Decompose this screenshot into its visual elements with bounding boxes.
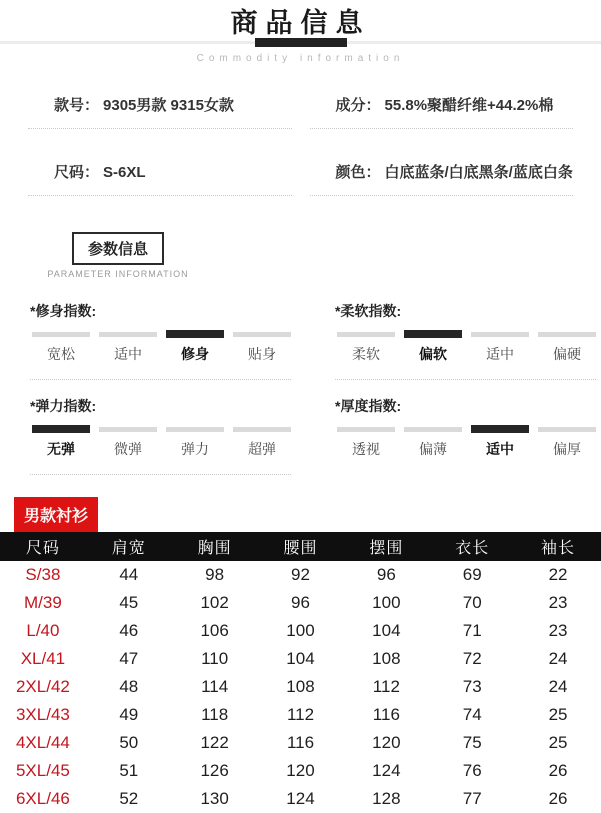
size-table-header-cell: 摆围: [369, 540, 404, 557]
measurement-cell: 130: [200, 789, 229, 808]
index-option-label: 修身: [181, 346, 209, 362]
size-table-row: [0, 561, 601, 589]
info-label: 款号：: [54, 97, 100, 114]
measurement-cell: 48: [119, 677, 139, 696]
index-group-softness: [335, 301, 596, 380]
measurement-cell: 96: [376, 565, 396, 584]
size-table-row: [0, 729, 601, 757]
size-table-row: [0, 645, 601, 673]
index-option-bar: [99, 332, 157, 337]
measurement-cell: 98: [205, 565, 225, 584]
size-table-row: [0, 589, 601, 617]
index-option: [166, 330, 224, 364]
measurement-cell: 77: [462, 789, 482, 808]
index-option-bar: [233, 427, 291, 432]
measurement-cell: 44: [119, 565, 139, 584]
size-cell: M/39: [24, 593, 62, 612]
index-option-label: 弹力: [181, 441, 209, 457]
index-option: [166, 425, 224, 459]
measurement-cell: 26: [548, 789, 568, 808]
measurement-cell: 116: [286, 733, 315, 752]
measurement-cell: 23: [548, 621, 568, 640]
measurement-cell: 25: [548, 733, 568, 752]
info-label: 成分：: [335, 97, 381, 114]
index-option-label: 偏软: [419, 346, 447, 362]
size-table-row: [0, 785, 601, 813]
size-cell: S/38: [25, 565, 61, 584]
header-subtitle: Commodity information: [196, 53, 405, 64]
index-option-bar: [166, 330, 224, 338]
info-row-item-number: [28, 80, 292, 129]
index-option-label: 偏薄: [419, 441, 447, 457]
index-option: [99, 330, 157, 364]
index-option: [471, 330, 529, 364]
index-groups: [0, 301, 601, 475]
index-option-label: 宽松: [47, 346, 75, 362]
measurement-cell: 124: [286, 789, 315, 808]
index-option-bar: [471, 425, 529, 433]
size-table-header-cell: 袖长: [541, 540, 576, 557]
index-group-title: *厚度指数:: [335, 398, 402, 414]
title-divider-accent: [255, 38, 347, 47]
measurement-cell: 120: [286, 761, 315, 780]
measurement-cell: 108: [372, 649, 401, 668]
measurement-cell: 100: [286, 621, 315, 640]
index-options: [30, 425, 291, 459]
measurement-cell: 110: [201, 649, 229, 668]
index-option-bar: [32, 425, 90, 433]
index-group-title: *弹力指数:: [30, 398, 97, 414]
measurement-cell: 70: [462, 593, 482, 612]
measurement-cell: 104: [286, 649, 315, 668]
info-value: 白底蓝条/白底黑条/蓝底白条: [384, 164, 573, 181]
parameter-info-button[interactable]: 参数信息: [72, 232, 164, 265]
info-row-composition: [310, 80, 574, 129]
measurement-cell: 104: [372, 621, 401, 640]
index-option-label: 适中: [486, 441, 514, 457]
measurement-cell: 126: [200, 761, 229, 780]
index-option-label: 无弹: [47, 441, 75, 457]
size-table-row: [0, 701, 601, 729]
index-option-bar: [404, 330, 462, 338]
index-option: [99, 425, 157, 459]
size-cell: 6XL/46: [15, 789, 70, 808]
measurement-cell: 116: [372, 705, 400, 724]
measurement-cell: 96: [291, 593, 310, 612]
index-option-bar: [32, 332, 90, 337]
measurement-cell: 75: [462, 733, 482, 752]
measurement-cell: 102: [200, 593, 229, 612]
index-option-bar: [99, 427, 157, 432]
measurement-cell: 22: [548, 565, 568, 584]
size-cell: XL/41: [20, 649, 66, 668]
mens-shirt-tag: 男款衬衫: [14, 497, 98, 532]
index-option: [337, 330, 395, 364]
index-options: [335, 330, 596, 364]
size-table-header-cell: 肩宽: [111, 540, 146, 557]
measurement-cell: 69: [462, 565, 482, 584]
measurement-cell: 106: [200, 621, 229, 640]
measurement-cell: 51: [119, 761, 139, 780]
info-row-color: [310, 129, 574, 196]
info-value: 55.8%聚醋纤维+44.2%棉: [384, 97, 554, 114]
measurement-cell: 24: [548, 677, 568, 696]
info-row-size-range: [28, 129, 292, 196]
measurement-cell: 120: [372, 733, 401, 752]
index-option: [404, 330, 462, 364]
index-option-label: 透视: [352, 441, 380, 457]
measurement-cell: 25: [548, 705, 568, 724]
mens-shirt-size-section: [0, 497, 601, 813]
measurement-cell: 100: [372, 593, 401, 612]
measurement-cell: 118: [201, 705, 229, 724]
index-group-title: *柔软指数:: [335, 303, 402, 319]
info-value: 9305男款 9315女款: [103, 97, 234, 114]
size-cell: 5XL/45: [15, 761, 70, 780]
index-option-bar: [538, 332, 596, 337]
index-group-elasticity: [30, 396, 291, 475]
measurement-cell: 74: [462, 705, 482, 724]
index-option-bar: [337, 332, 395, 337]
measurement-cell: 122: [200, 733, 229, 752]
size-cell: L/40: [26, 621, 60, 640]
index-option: [471, 425, 529, 459]
index-options: [335, 425, 596, 459]
index-option: [404, 425, 462, 459]
size-table-row: [0, 673, 601, 701]
measurement-cell: 23: [548, 593, 568, 612]
measurement-cell: 124: [372, 761, 401, 780]
measurement-cell: 112: [286, 705, 315, 724]
measurement-cell: 128: [372, 789, 401, 808]
index-option: [233, 425, 291, 459]
index-option-bar: [404, 427, 462, 432]
index-option-label: 微弹: [114, 441, 142, 457]
index-option-label: 适中: [114, 346, 142, 362]
measurement-cell: 26: [548, 761, 568, 780]
page-title: 商品信息: [230, 8, 371, 38]
measurement-cell: 24: [548, 649, 568, 668]
size-cell: 2XL/42: [15, 677, 70, 696]
measurement-cell: 114: [201, 677, 229, 696]
measurement-cell: 46: [119, 621, 139, 640]
index-option-label: 贴身: [248, 346, 276, 362]
index-options: [30, 330, 291, 364]
index-group-thickness: [335, 396, 596, 475]
index-option: [337, 425, 395, 459]
measurement-cell: 92: [291, 565, 310, 584]
index-option-label: 适中: [486, 346, 514, 362]
measurement-cell: 47: [119, 649, 139, 668]
parameter-section-head: [40, 232, 196, 279]
size-cell: 4XL/44: [15, 733, 70, 752]
index-group-title: *修身指数:: [30, 303, 97, 319]
index-option-label: 偏厚: [553, 441, 581, 457]
header: [0, 0, 601, 64]
index-option-label: 偏硬: [553, 346, 581, 362]
size-cell: 3XL/43: [15, 705, 70, 724]
index-option: [538, 425, 596, 459]
measurement-cell: 108: [286, 677, 315, 696]
size-table-row: [0, 617, 601, 645]
measurement-cell: 45: [119, 593, 139, 612]
index-option-bar: [538, 427, 596, 432]
index-group-slim-fit: [30, 301, 291, 380]
size-table-header-cell: 尺码: [25, 540, 60, 557]
measurement-cell: 72: [462, 649, 482, 668]
info-value: S-6XL: [103, 164, 146, 181]
size-table-header-cell: 衣长: [455, 540, 490, 557]
index-option-bar: [471, 332, 529, 337]
size-table-header: [0, 532, 601, 561]
index-option-bar: [166, 427, 224, 432]
index-option: [538, 330, 596, 364]
basic-info-section: [0, 80, 601, 196]
info-label: 颜色：: [335, 164, 381, 181]
index-option-label: 超弹: [248, 441, 276, 457]
measurement-cell: 76: [462, 761, 482, 780]
measurement-cell: 52: [119, 789, 139, 808]
measurement-cell: 112: [372, 677, 400, 696]
info-label: 尺码：: [54, 164, 100, 181]
size-table-header-cell: 腰围: [283, 540, 318, 557]
size-table-row: [0, 757, 601, 785]
index-option-label: 柔软: [352, 346, 380, 362]
measurement-cell: 71: [462, 621, 482, 640]
measurement-cell: 49: [119, 705, 139, 724]
title-divider: [0, 41, 601, 44]
measurement-cell: 73: [462, 677, 482, 696]
index-option: [233, 330, 291, 364]
size-table-header-cell: 胸围: [197, 540, 232, 557]
index-option: [32, 330, 90, 364]
index-option: [32, 425, 90, 459]
index-option-bar: [337, 427, 395, 432]
parameter-info-subtitle: PARAMETER INFORMATION: [47, 269, 189, 279]
index-option-bar: [233, 332, 291, 337]
measurement-cell: 50: [119, 733, 139, 752]
